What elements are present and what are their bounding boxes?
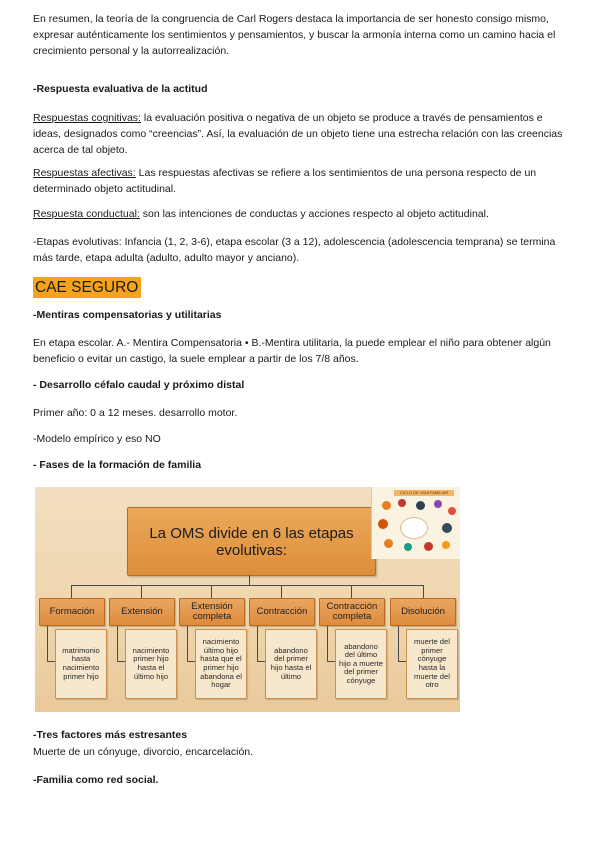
diagram-connector [281, 585, 282, 598]
diagram-connector [398, 626, 399, 661]
diagram-detail-disolucion: muerte del primer cónyuge hasta la muerte del otro [406, 629, 458, 699]
diagram-connector [71, 585, 72, 598]
diagram-connector [71, 585, 423, 586]
resumen-paragraph: En resumen, la teoría de la congruencia de Carl Rogers destaca la importancia de ser honesto consigo mismo, expresar auténticamente los sentimientos y pensamientos, y buscar la armonía interna como un camino hacia el crecimiento personal y la autorrealización. [33, 13, 556, 57]
diagram-connector [117, 626, 118, 661]
cognitivas-label: Respuestas cognitivas: [33, 112, 141, 124]
cae-seguro-highlight: CAE SEGURO [33, 277, 141, 298]
cycle-center-icon [400, 517, 428, 539]
familia-heading: -Familia como red social. [33, 774, 159, 786]
desarrollo-heading: - Desarrollo céfalo caudal y próximo distal [33, 379, 245, 391]
diagram-detail-contraccion-completa: abandono del último hijo a muerte del primer cónyuge [335, 629, 387, 699]
diagram-connector [117, 661, 125, 662]
family-figure-icon [442, 523, 452, 533]
diagram-connector [47, 661, 55, 662]
family-figure-icon [384, 539, 393, 548]
diagram-title-box: La OMS divide en 6 las etapas evolutivas: [127, 507, 376, 576]
conductual-text: son las intenciones de conductas y acciones respecto al objeto actitudinal. [139, 208, 489, 220]
family-figure-icon [378, 519, 388, 529]
family-cycle-thumbnail [371, 487, 460, 559]
diagram-node-extension-completa: Extensión completa [179, 598, 245, 626]
diagram-connector [327, 661, 335, 662]
afectivas-text: Las respuestas afectivas se refiere a los sentimientos de una persona respecto de un determinado objeto actitudinal. [33, 167, 537, 195]
afectivas-paragraph [33, 165, 573, 197]
afectivas-label: Respuestas afectivas: [33, 167, 136, 179]
diagram-detail-extension: nacimiento primer hijo hasta el último hijo [125, 629, 177, 699]
modelo-text: -Modelo empírico y eso NO [33, 433, 161, 445]
family-figure-icon [442, 541, 450, 549]
mentiras-paragraph: En etapa escolar. A.- Mentira Compensatoria • B.-Mentira utilitaria, la puede emplear el niño para obtener algún beneficio o evitar un castigo, la suele emplear a partir de los 7/8 años. [33, 337, 551, 365]
diagram-node-contraccion-completa: Contracción completa [319, 598, 385, 626]
mentiras-heading: -Mentiras compensatorias y utilitarias [33, 309, 222, 321]
cognitivas-text: la evaluación positiva o negativa de un objeto se produce a través de pensamientos e ideas, designados como “creencias”. Así, la evaluación de un objeto tiene una estrecha relación con las creencias acerca de tal objeto. [33, 112, 563, 156]
diagram-connector [249, 575, 250, 585]
diagram-node-contraccion: Contracción [249, 598, 315, 626]
family-figure-icon [424, 542, 433, 551]
family-figure-icon [434, 500, 442, 508]
diagram-connector [187, 626, 188, 661]
familia-phases-diagram [35, 487, 460, 712]
primer-ano-text: Primer año: 0 a 12 meses. desarrollo motor. [33, 407, 238, 419]
diagram-detail-extension-completa: nacimiento último hijo hasta que el primer hijo abandona el hogar [195, 629, 247, 699]
diagram-node-formacion: Formación [39, 598, 105, 626]
family-figure-icon [448, 507, 456, 515]
fases-heading: - Fases de la formación de familia [33, 459, 202, 471]
factores-text: Muerte de un cónyuge, divorcio, encarcelación. [33, 746, 254, 758]
diagram-node-disolucion: Disolución [390, 598, 456, 626]
diagram-connector [187, 661, 195, 662]
thumbnail-title: CICLO DE VIDA FAMILIAR [394, 490, 454, 496]
family-figure-icon [398, 499, 406, 507]
conductual-paragraph [33, 206, 573, 222]
conductual-label: Respuesta conductual: [33, 208, 140, 220]
diagram-connector [351, 585, 352, 598]
diagram-detail-contraccion: abandono del primer hijo hasta el último [265, 629, 317, 699]
diagram-connector [398, 661, 406, 662]
respuesta-heading: -Respuesta evaluativa de la actitud [33, 83, 208, 95]
diagram-connector [327, 626, 328, 661]
diagram-detail-formacion: matrimonio hasta nacimiento primer hijo [55, 629, 107, 699]
etapas-paragraph: -Etapas evolutivas: Infancia (1, 2, 3-6), etapa escolar (3 a 12), adolescencia (adolescencia temprana) se termina más tarde, etapa adulta (adulto, adulto mayor y anciano). [33, 236, 556, 264]
diagram-connector [211, 585, 212, 598]
family-figure-icon [404, 543, 412, 551]
diagram-connector [47, 626, 48, 661]
cognitivas-paragraph [33, 110, 573, 158]
family-figure-icon [382, 501, 391, 510]
diagram-node-extension: Extensión [109, 598, 175, 626]
factores-heading: -Tres factores más estresantes [33, 729, 188, 741]
diagram-connector [141, 585, 142, 598]
diagram-connector [257, 661, 265, 662]
cae-seguro-container [33, 277, 573, 298]
family-figure-icon [416, 501, 425, 510]
diagram-connector [257, 626, 258, 661]
diagram-connector [423, 585, 424, 598]
